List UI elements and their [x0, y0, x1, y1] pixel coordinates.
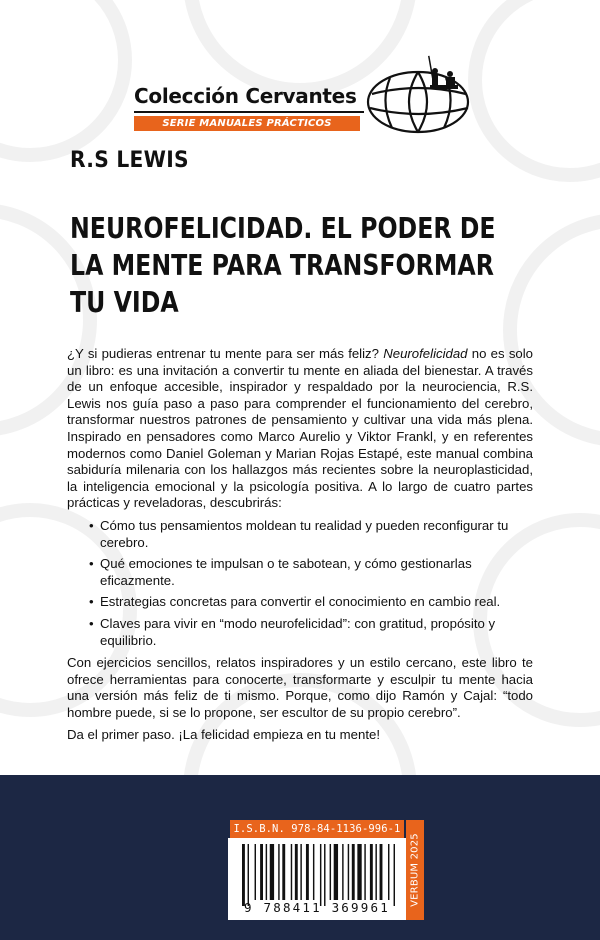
book-title — [70, 210, 585, 321]
list-item: • Cómo tus pensamientos moldean tu realidad y pueden reconfigurar tu cerebro. — [89, 518, 533, 551]
publisher-tag-text: VERBUM 2025 — [409, 833, 421, 907]
barcode-number: 9 788411 369961 — [244, 900, 390, 915]
list-item: • Qué emociones te impulsan o te sabotean, y cómo gestionarlas eficazmente. — [89, 556, 533, 589]
author-name: R.S LEWIS — [70, 148, 189, 173]
blurb-intro-rest: no es solo un libro: es una invitación a convertir tu mente en aliada del bienestar. A través de un enfoque accesible, inspirador y respaldado por la neurociencia, R.S. Lewis nos guía paso a paso para comprender el funcionamiento del cerebro, transformar nuestros patrones de pensamiento y cultivar una vida más plena. Inspirado en pensadores como Marco Aurelio y Viktor Frankl, y en referentes modernos como Daniel Goleman y Marian Rojas Estapé, este manual combina sabiduría milenaria con los hallazgos más recientes sobre la neuroplasticidad, la inteligencia emocional y la psicología positiva. A lo largo de cuatro partes prácticas y reveladoras, descubrirás: — [67, 346, 534, 511]
blurb-intro — [67, 346, 533, 512]
blurb-intro-italic: Neurofelicidad — [383, 346, 468, 361]
barcode — [228, 838, 406, 920]
list-item: • Claves para vivir en “modo neurofelicidad”: con gratitud, propósito y equilibrio. — [89, 616, 533, 649]
collection-rule — [134, 111, 364, 113]
book-title-line: NEUROFELICIDAD. EL PODER DE — [70, 212, 496, 245]
book-title-line: TU VIDA — [70, 286, 179, 319]
publisher-tag — [406, 820, 424, 920]
collection-logo — [134, 52, 469, 142]
book-title-line: LA MENTE PARA TRANSFORMAR — [70, 249, 494, 282]
series-label: SERIE MANUALES PRÁCTICOS — [134, 116, 360, 131]
collection-title: Colección Cervantes — [134, 84, 357, 108]
collection-globe-logo-icon — [360, 52, 478, 136]
list-item: • Estrategias concretas para convertir el conocimiento en cambio real. — [89, 594, 533, 611]
blurb-final: Da el primer paso. ¡La felicidad empieza en tu mente! — [67, 727, 380, 743]
isbn-label: I.S.B.N. 978-84-1136-996-1 — [230, 820, 404, 838]
blurb-intro-lead: ¿Y si pudieras entrenar tu mente para ser más feliz? — [67, 346, 384, 361]
blurb-closing: Con ejercicios sencillos, relatos inspiradores y un estilo cercano, este libro te ofrece herramientas para conocerte, transformarte y esculpir tu mente hacia una versión más feliz de ti mismo. Porque, como dijo Ramón y Cajal: “todo hombre puede, si se lo propone, ser escultor de su propio cerebro”. — [67, 655, 533, 720]
blurb-bullet-list — [67, 518, 533, 649]
back-cover-blurb — [67, 346, 533, 744]
